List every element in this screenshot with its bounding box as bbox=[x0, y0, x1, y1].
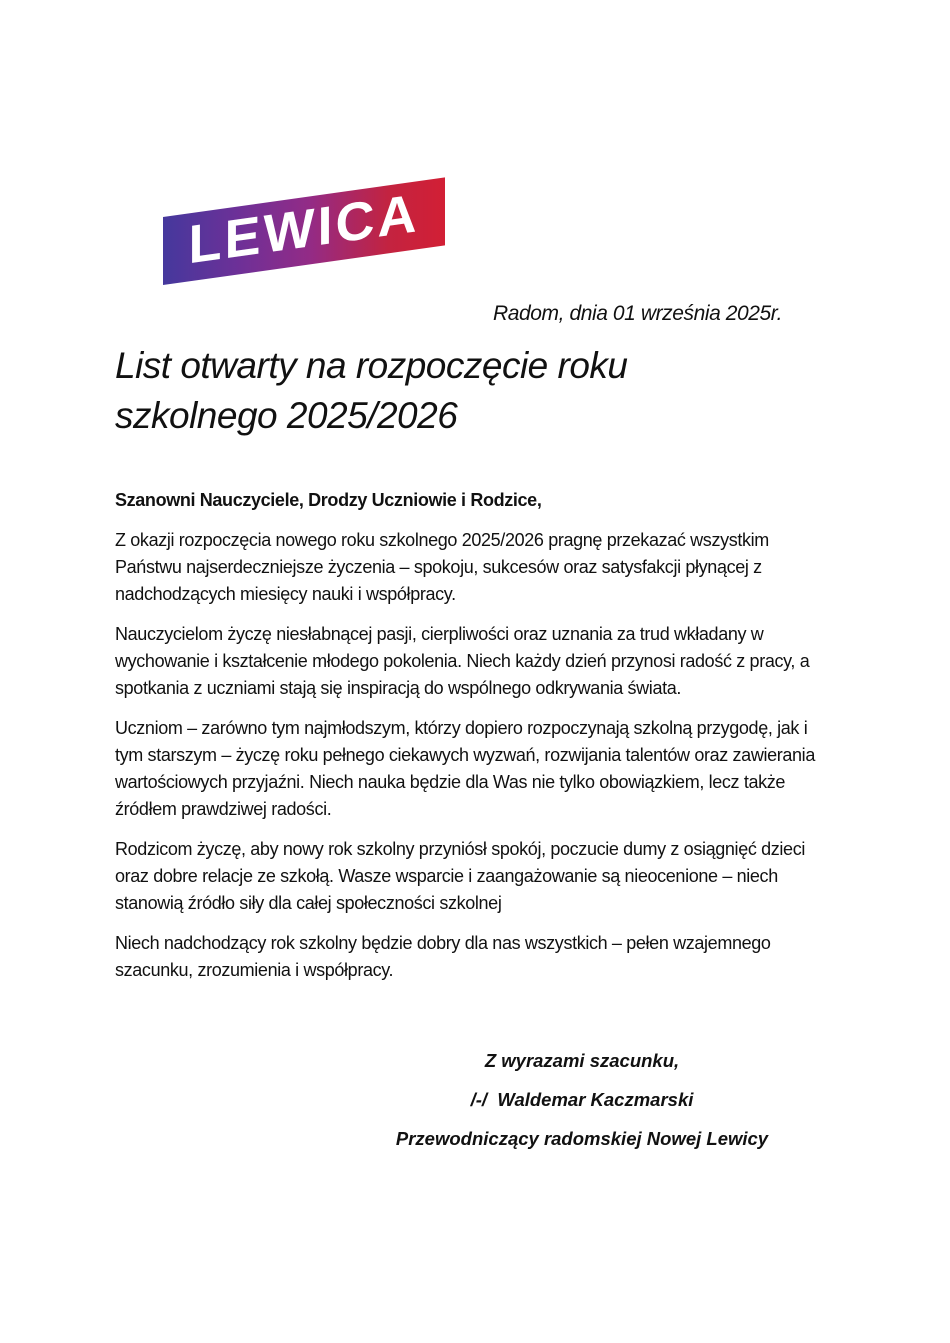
letter-title-line-2: szkolnego 2025/2026 bbox=[115, 395, 458, 436]
salutation: Szanowni Nauczyciele, Drodzy Uczniowie i Rodzice, bbox=[115, 490, 542, 510]
signature-name: /-/ Waldemar Kaczmarski bbox=[470, 1089, 694, 1110]
dateline: Radom, dnia 01 września 2025r. bbox=[493, 302, 782, 325]
paragraph-wishes-general: Z okazji rozpoczęcia nowego roku szkolnego 2025/2026 pragnę przekazać wszystkim Państwu najserdeczniejsze życzenia – spokoju, sukcesów oraz satysfakcji płynącej z nadchodzących miesięcy nauki i współpracy. bbox=[115, 530, 769, 604]
paragraph-students: Uczniom – zarówno tym najmłodszym, którzy dopiero rozpoczynają szkolną przygodę, jak i tym starszym – życzę roku pełnego ciekawych wyzwań, rozwijania talentów oraz zawierania wartościowych przyjaźni. Niech nauka będzie dla Was nie tylko obowiązkiem, lecz także źródłem prawdziwej radości. bbox=[115, 718, 815, 819]
signature-role: Przewodniczący radomskiej Nowej Lewicy bbox=[395, 1128, 769, 1149]
paragraph-final-wish: Niech nadchodzący rok szkolny będzie dobry dla nas wszystkich – pełen wzajemnego szacunku, zrozumienia i współpracy. bbox=[115, 933, 771, 980]
paragraph-parents: Rodzicom życzę, aby nowy rok szkolny przyniósł spokój, poczucie dumy z osiągnięć dzieci oraz dobre relacje ze szkołą. Wasze wsparcie i zaangażowanie są nieocenione – niech stanowią źródło siły dla całej społeczności szkolnej bbox=[115, 839, 805, 913]
letter-title bbox=[115, 341, 837, 441]
letter-title-line-1: List otwarty na rozpoczęcie roku bbox=[115, 345, 628, 386]
closing-block bbox=[362, 1041, 802, 1158]
paragraph-teachers: Nauczycielom życzę niesłabnącej pasji, cierpliwości oraz uznania za trud wkładany w wychowanie i kształcenie młodego pokolenia. Niech każdy dzień przynosi radość z pracy, a spotkania z uczniami stają się inspiracją do wspólnego odkrywania świata. bbox=[115, 624, 810, 698]
lewica-logo-text: LEWICA bbox=[188, 182, 420, 276]
lewica-logo bbox=[163, 177, 445, 285]
closing-respect-line: Z wyrazami szacunku, bbox=[484, 1050, 680, 1071]
